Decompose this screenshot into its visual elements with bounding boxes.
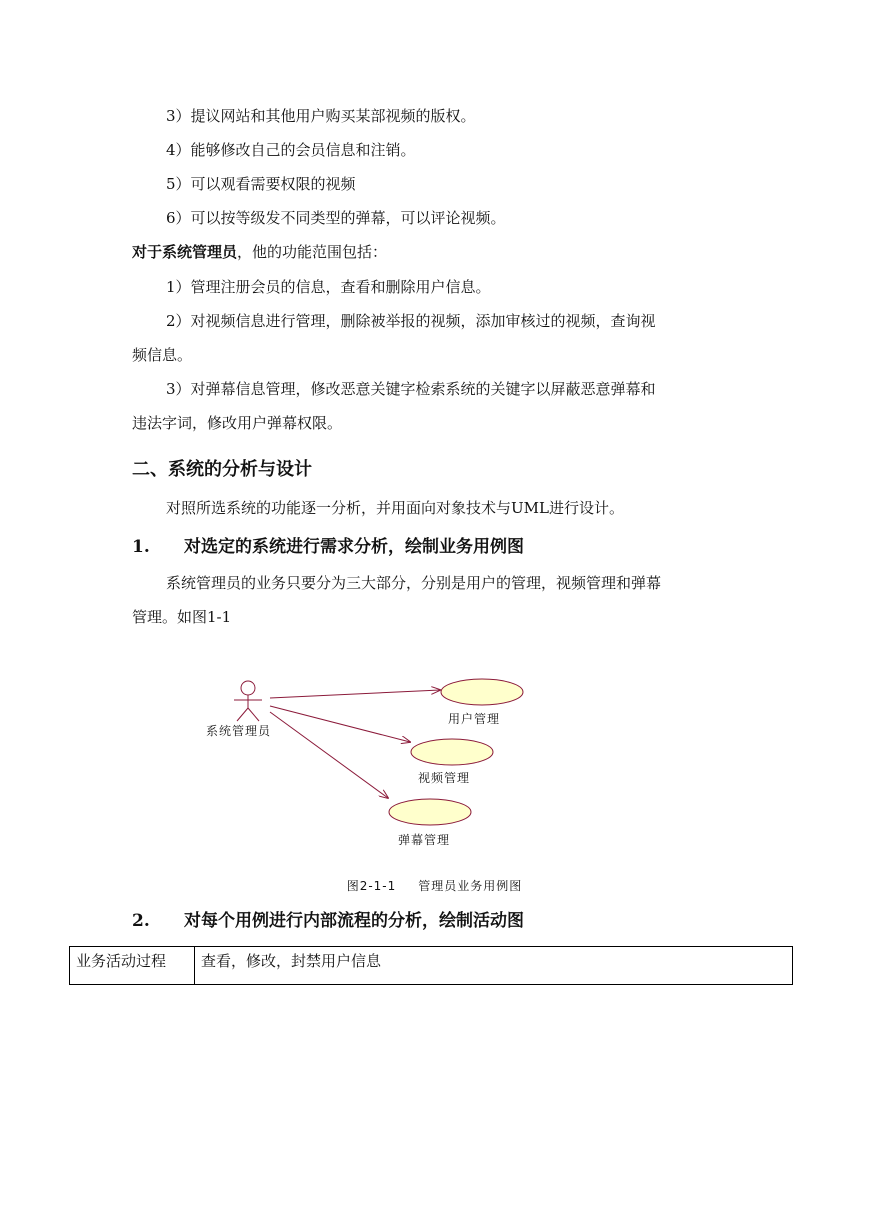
subsection-2-title: 对每个用例进行内部流程的分析，绘制活动图	[184, 911, 524, 931]
admin-item-2-line2: 频信息。	[132, 346, 193, 364]
admin-item-3-line2: 违法字词，修改用户弹幕权限。	[132, 414, 343, 432]
subsection-2-heading	[132, 909, 524, 933]
table-value-cell: 查看，修改，封禁用户信息	[195, 947, 793, 985]
actor-figure	[234, 681, 262, 721]
figure-caption	[0, 877, 869, 894]
use-case-label-user-mgmt: 用户管理	[448, 712, 501, 726]
actor-head	[241, 681, 255, 695]
figure-caption-text: 管理员业务用例图	[418, 879, 523, 893]
association-user-mgmt	[270, 690, 440, 698]
admin-intro	[132, 242, 387, 262]
table-label-cell: 业务活动过程	[70, 947, 195, 985]
association-video-mgmt	[270, 706, 410, 742]
use-case-video-mgmt	[411, 739, 493, 765]
admin-item-2-line1: 2）对视频信息进行管理，删除被举报的视频，添加审核过的视频，查询视	[166, 312, 656, 330]
use-case-label-danmaku-mgmt: 弹幕管理	[398, 833, 451, 847]
business-activity-table	[69, 946, 793, 985]
section-intro: 对照所选系统的功能逐一分析，并用面向对象技术与UML进行设计。	[166, 499, 624, 517]
admin-item-1: 1）管理注册会员的信息，查看和删除用户信息。	[166, 278, 491, 296]
subsection-1-para-line2: 管理。如图1-1	[132, 608, 232, 626]
subsection-2-number: 2.	[132, 911, 150, 931]
subsection-1-number: 1.	[132, 537, 150, 557]
admin-intro-bold: 对于系统管理员	[132, 243, 238, 261]
section-heading: 二、系统的分析与设计	[132, 459, 312, 480]
user-item-5: 5）可以观看需要权限的视频	[166, 175, 356, 193]
table-row	[70, 947, 793, 985]
admin-intro-rest: ，他的功能范围包括：	[237, 243, 388, 261]
use-case-diagram	[190, 668, 550, 853]
user-item-3: 3）提议网站和其他用户购买某部视频的版权。	[166, 107, 476, 125]
subsection-1-heading	[132, 535, 524, 559]
use-case-user-mgmt	[441, 679, 523, 705]
user-item-6: 6）可以按等级发不同类型的弹幕，可以评论视频。	[166, 209, 506, 227]
user-item-4: 4）能够修改自己的会员信息和注销。	[166, 141, 416, 159]
association-danmaku-mgmt	[270, 712, 388, 798]
actor-right-leg	[248, 708, 259, 721]
actor-label: 系统管理员	[206, 724, 272, 738]
subsection-1-title: 对选定的系统进行需求分析，绘制业务用例图	[184, 537, 524, 557]
admin-item-3-line1: 3）对弹幕信息管理，修改恶意关键字检索系统的关键字以屏蔽恶意弹幕和	[166, 380, 656, 398]
use-case-label-video-mgmt: 视频管理	[418, 771, 471, 785]
subsection-1-para-line1: 系统管理员的业务只要分为三大部分，分别是用户的管理，视频管理和弹幕	[166, 574, 662, 592]
use-case-danmaku-mgmt	[389, 799, 471, 825]
actor-left-leg	[237, 708, 248, 721]
figure-caption-number: 图2-1-1	[346, 879, 397, 893]
